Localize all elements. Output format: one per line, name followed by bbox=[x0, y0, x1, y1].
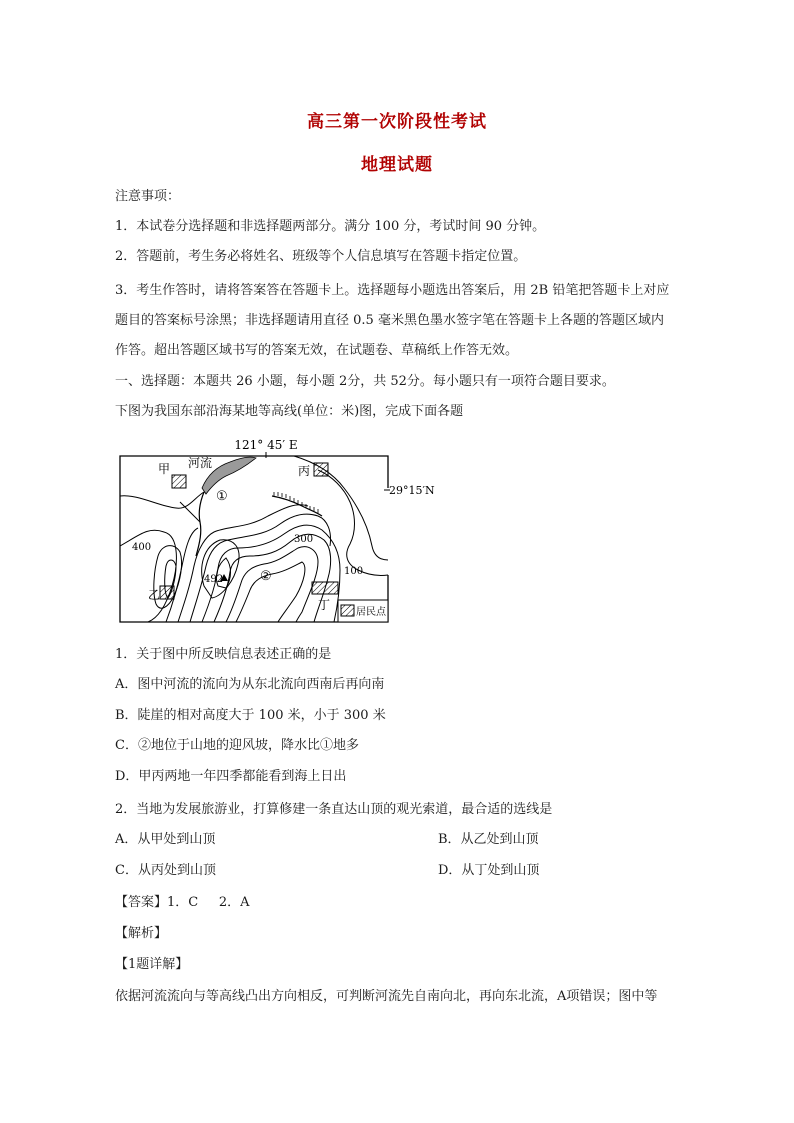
exam-subtitle: 地理试题 bbox=[361, 155, 433, 175]
place-bing-label: 丙 bbox=[298, 464, 311, 478]
notice-item-3-line-1: 3．考生作答时，请将答案答在答题卡上。选择题每小题选出答案后，用 2B 铅笔把答题卡上对应 bbox=[115, 283, 670, 298]
contour-300-label: 300 bbox=[294, 534, 314, 545]
analysis-heading: 【解析】 bbox=[115, 926, 168, 941]
legend-symbol bbox=[341, 605, 354, 616]
notice-item-1: 1．本试卷分选择题和非选择题两部分。满分 100 分，考试时间 90 分钟。 bbox=[115, 219, 546, 234]
question-1-option-d: D．甲丙两地一年四季都能看到海上日出 bbox=[115, 769, 347, 784]
contour-map bbox=[118, 436, 435, 626]
contour-line bbox=[120, 492, 204, 508]
question-1-option-a: A．图中河流的流向为从东北流向西南后再向南 bbox=[115, 677, 385, 692]
notice-item-2: 2．答题前，考生务必将姓名、班级等个人信息填写在答题卡指定位置。 bbox=[115, 249, 527, 264]
contour-line bbox=[318, 470, 388, 575]
detail-heading: 【1题详解】 bbox=[115, 957, 189, 972]
legend-label: 居民点 bbox=[356, 607, 386, 618]
place-jia-label: 甲 bbox=[158, 462, 171, 476]
question-2-option-b: B．从乙处到山顶 bbox=[438, 832, 539, 847]
question-1-option-c: C．②地位于山地的迎风坡，降水比①地多 bbox=[115, 738, 359, 753]
contour-line bbox=[178, 505, 308, 622]
river-line bbox=[196, 492, 204, 556]
notice-item-3-line-3: 作答。超出答题区域书写的答案无效，在试题卷、草稿纸上作答无效。 bbox=[115, 343, 519, 358]
river-branch bbox=[180, 502, 200, 522]
detail-text: 依据河流流向与等高线凸出方向相反，可判断河流先自南向北，再向东北流，A项错误；图中等 bbox=[115, 989, 658, 1004]
question-1-stem: 1．关于图中所反映信息表述正确的是 bbox=[115, 647, 332, 662]
contour-line bbox=[166, 528, 198, 622]
contour-100-label: 100 bbox=[344, 566, 364, 577]
question-2-option-c: C．从丙处到山顶 bbox=[115, 863, 216, 878]
question-2-stem: 2．当地为发展旅游业，打算修建一条直达山顶的观光索道，最合适的选线是 bbox=[115, 802, 553, 817]
settlement-jia bbox=[172, 475, 186, 488]
point-1-label: ① bbox=[216, 489, 228, 504]
question-2-option-d: D．从丁处到山顶 bbox=[438, 863, 540, 878]
peak-elevation-label: 492 bbox=[204, 574, 224, 585]
exam-title: 高三第一次阶段性考试 bbox=[307, 112, 487, 132]
latitude-label: 29°15′N bbox=[389, 484, 435, 497]
settlement-ding bbox=[312, 582, 338, 594]
settlement-bing bbox=[314, 463, 328, 476]
section-heading: 一、选择题：本题共 26 小题，每小题 2分，共 52分。每小题只有一项符合题目要求。 bbox=[115, 374, 615, 389]
question-1-option-b: B．陡崖的相对高度大于 100 米，小于 300 米 bbox=[115, 708, 386, 723]
section-intro: 下图为我国东部沿海某地等高线(单位：米)图，完成下面各题 bbox=[115, 404, 464, 419]
place-ding-label: 丁 bbox=[318, 598, 331, 612]
contour-400-label: 400 bbox=[132, 542, 152, 553]
river-label: 河流 bbox=[188, 456, 213, 470]
notice-heading: 注意事项： bbox=[115, 189, 181, 204]
question-2-option-a: A．从甲处到山顶 bbox=[115, 832, 216, 847]
answer-line: 【答案】1．C 2．A bbox=[115, 895, 250, 910]
settlement-yi bbox=[160, 586, 174, 599]
notice-item-3-line-2: 题目的答案标号涂黑；非选择题请用直径 0.5 毫米黑色墨水签字笔在答题卡上各题的答题区域内 bbox=[115, 313, 664, 328]
point-2-label: ② bbox=[260, 569, 272, 584]
cliff-line bbox=[272, 496, 322, 516]
longitude-label: 121° 45′ E bbox=[234, 438, 298, 452]
place-yi-label: 乙 bbox=[148, 588, 161, 602]
